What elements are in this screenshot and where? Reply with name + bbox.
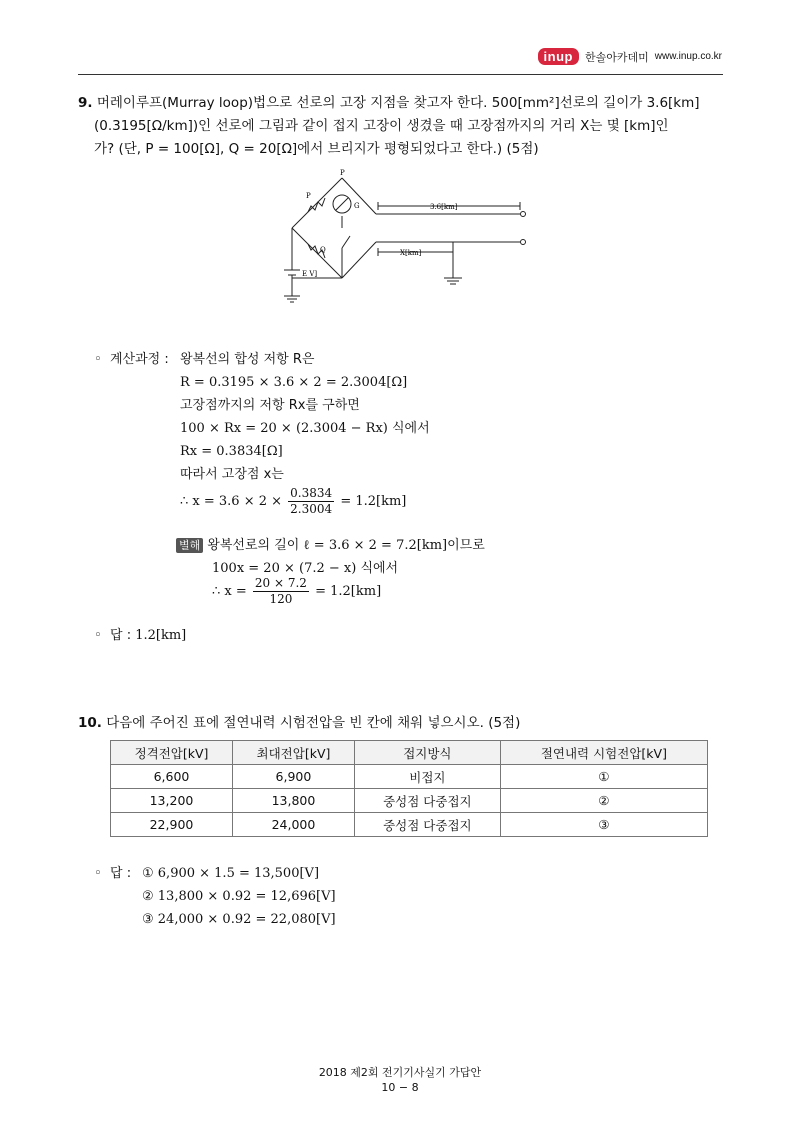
table-header-row	[111, 741, 708, 765]
alt-line-1-text: 왕복선로의 길이 ℓ = 3.6 × 2 = 7.2[km]이므로	[207, 538, 485, 553]
question-9	[78, 92, 728, 161]
brand-name: 한솔아카데미	[584, 51, 649, 64]
table-row	[111, 789, 708, 813]
calc-line-5: Rx = 0.3834[Ω]	[180, 444, 283, 459]
q10-answer-label-row	[94, 862, 131, 885]
table-cell: ②	[500, 789, 707, 813]
q10-number: 10.	[78, 715, 102, 731]
fraction-denominator: 2.3004	[290, 502, 333, 516]
calc-line-2: R = 0.3195 × 3.6 × 2 = 2.3004[Ω]	[180, 375, 408, 390]
calc-line-1: 왕복선의 합성 저항 R은	[180, 352, 315, 367]
calc-line-4: 100 × Rx = 20 × (2.3004 − Rx) 식에서	[180, 421, 430, 436]
alt-line-3-post: = 1.2[km]	[315, 584, 382, 599]
table-cell: 비접지	[354, 765, 500, 789]
q9-line3: 가? (단, P = 100[Ω], Q = 20[Ω]에서 브리지가 평형되었다고 한다.) (5점)	[94, 141, 539, 157]
fraction-denominator: 120	[269, 592, 293, 606]
calc-line-7-pre: ∴ x = 3.6 × 2 ×	[180, 494, 283, 509]
bullet-icon: ◦	[94, 866, 102, 881]
calc-line-7-post: = 1.2[km]	[340, 494, 407, 509]
label-p-resistor: P	[306, 192, 311, 200]
header	[538, 48, 722, 65]
table-cell: 13,200	[111, 789, 233, 813]
table-cell: ③	[500, 813, 707, 837]
footer-title: 2018 제2회 전기기사실기 가답안	[318, 1066, 482, 1079]
q9-calc-label: 계산과정 :	[110, 352, 169, 367]
label-q-resistor: Q	[320, 246, 326, 254]
calc-line-3: 고장점까지의 저항 Rx를 구하면	[180, 398, 360, 413]
question-10	[78, 712, 728, 735]
q10-answer-2: ② 13,800 × 0.92 = 12,696[V]	[142, 889, 336, 904]
table-row	[111, 813, 708, 837]
insulation-test-table	[110, 740, 708, 837]
murray-loop-circuit	[278, 168, 530, 316]
fraction-20x7-2	[253, 576, 309, 607]
calc-line-7	[180, 486, 406, 518]
table-cell: 13,800	[232, 789, 354, 813]
table-cell: 22,900	[111, 813, 233, 837]
q10-answer-label: 답 :	[110, 866, 132, 881]
table-cell: 중성점 다중접지	[354, 789, 500, 813]
inup-logo: inup	[538, 48, 579, 65]
q9-line1: 머레이루프(Murray loop)법으로 선로의 고장 지점을 찾고자 한다. 500[mm²]선로의 길이가 3.6[km]	[96, 95, 700, 111]
q10-answer-3: ③ 24,000 × 0.92 = 22,080[V]	[142, 912, 336, 927]
table-cell: 6,900	[232, 765, 354, 789]
footer-page-number: 10 − 8	[381, 1081, 419, 1094]
q9-answer	[94, 624, 186, 647]
table-cell: ①	[500, 765, 707, 789]
q9-number: 9.	[78, 95, 93, 111]
q10-answer-1: ① 6,900 × 1.5 = 13,500[V]	[142, 866, 320, 881]
label-p-top: P	[340, 169, 345, 177]
header-rule	[78, 74, 723, 75]
q9-answer-label: 답 :	[110, 628, 132, 643]
calc-line-6: 따라서 고장점 x는	[180, 467, 284, 482]
alt-line-3-pre: ∴ x =	[212, 584, 247, 599]
q9-calc-label-row	[94, 348, 169, 371]
alt-line-3	[212, 576, 381, 608]
col-header: 접지방식	[354, 741, 500, 765]
table-cell: 중성점 다중접지	[354, 813, 500, 837]
alt-line-1	[176, 534, 485, 557]
col-header: 최대전압[kV]	[232, 741, 354, 765]
fraction-numerator: 0.3834	[290, 486, 333, 500]
label-galvanometer: G	[354, 202, 360, 210]
q10-text: 다음에 주어진 표에 절연내력 시험전압을 빈 칸에 채워 넣으시오. (5점)	[106, 715, 521, 731]
site-url: www.inup.co.kr	[654, 51, 722, 62]
label-x-km: X[km]	[400, 249, 422, 257]
label-battery: E V]	[302, 270, 318, 278]
q9-answer-value: 1.2[km]	[135, 628, 187, 643]
fraction-numerator: 20 × 7.2	[254, 576, 307, 590]
col-header: 정격전압[kV]	[111, 741, 233, 765]
label-3-6km: 3.6[km]	[430, 203, 458, 211]
bullet-icon: ◦	[94, 352, 102, 367]
table-cell: 6,600	[111, 765, 233, 789]
bullet-icon: ◦	[94, 628, 102, 643]
col-header: 절연내력 시험전압[kV]	[500, 741, 707, 765]
fraction-0-3834	[288, 486, 334, 517]
alt-line-2: 100x = 20 × (7.2 − x) 식에서	[212, 561, 399, 576]
table-cell: 24,000	[232, 813, 354, 837]
q9-line2: (0.3195[Ω/km])인 선로에 그림과 같이 접지 고장이 생겼을 때 고장점까지의 거리 X는 몇 [km]인	[94, 118, 669, 134]
alt-solution-badge: 별해	[176, 538, 203, 553]
table-row	[111, 765, 708, 789]
